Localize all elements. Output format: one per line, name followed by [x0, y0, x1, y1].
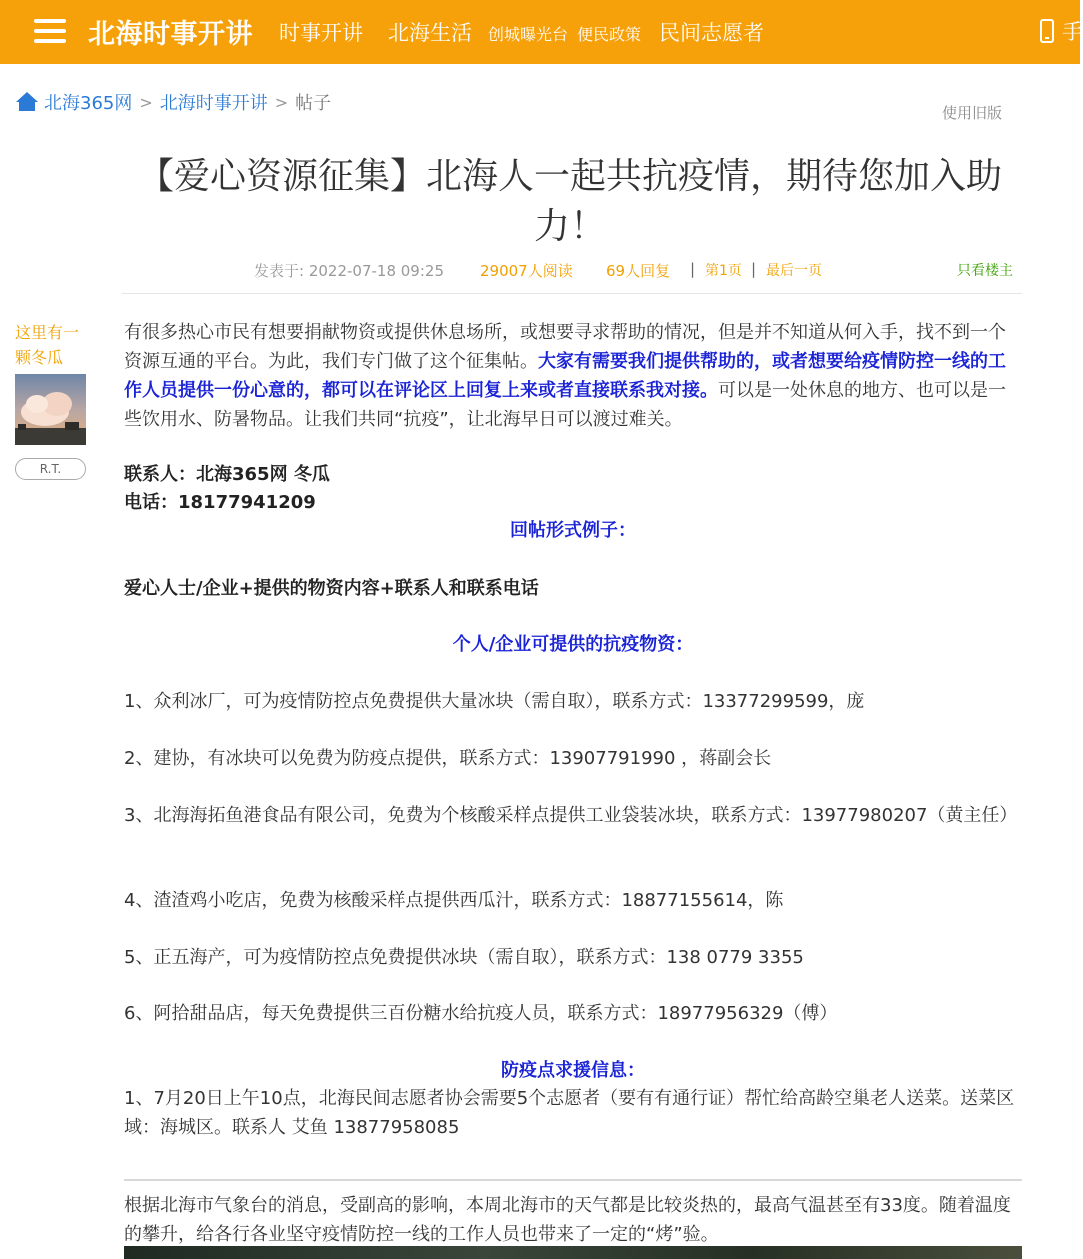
- post-intro: [124, 318, 1022, 434]
- weather-paragraph: 根据北海市气象台的消息，受副高的影响，本周北海市的天气都是比较炎热的，最高气温甚至有33度。随着温度的攀升，给各行各业坚守疫情防控一线的工作人员也带来了一定的“烤”验。: [124, 1195, 1011, 1245]
- content-photo: [124, 1246, 1022, 1259]
- reply-format: 爱心人士/企业+提供的物资内容+联系人和联系电话: [124, 578, 539, 599]
- reply-count[interactable]: 69人回复: [606, 262, 671, 280]
- meta-divider-line: [122, 293, 1022, 294]
- owner-only-link[interactable]: 只看楼主: [957, 263, 1013, 279]
- mobile-label: 手: [1062, 20, 1083, 44]
- supply-item: 4、渣渣鸡小吃店，免费为核酸采样点提供西瓜汁，联系方式：18877155614，陈: [124, 890, 784, 911]
- nav-item-current-affairs[interactable]: 时事开讲: [279, 21, 363, 45]
- last-page-link[interactable]: 最后一页: [766, 263, 822, 279]
- read-count: 29007人阅读: [480, 262, 573, 280]
- post-title: 【爱心资源征集】北海人一起共抗疫情，期待您加入助力！: [137, 156, 1002, 247]
- supply-item: 5、正五海产，可为疫情防控点免费提供冰块（需自取），联系方式：138 0779 3355: [124, 947, 804, 968]
- breadcrumb-separator: >: [274, 92, 289, 112]
- phone-icon: [1040, 19, 1054, 43]
- home-icon[interactable]: [16, 92, 38, 112]
- help-item: 1、7月20日上午10点，北海民间志愿者协会需要5个志愿者（要有有通行证）帮忙给高龄空巢老人送菜。送菜区域：海城区。联系人 艾鱼 13877958085: [124, 1088, 1015, 1138]
- first-page-link[interactable]: 第1页: [705, 263, 742, 279]
- nav-item-policy[interactable]: 便民政策: [577, 25, 642, 44]
- breadcrumb: [16, 89, 331, 115]
- author-name[interactable]: 这里有一颗冬瓜: [15, 323, 80, 367]
- contact-phone: 电话：18177941209: [124, 492, 316, 513]
- author-badge: R.T.: [15, 458, 86, 480]
- supplies-heading: 个人/企业可提供的抗疫物资：: [452, 634, 694, 655]
- breadcrumb-separator: >: [139, 92, 153, 112]
- reply-format-heading: 回帖形式例子：: [510, 520, 636, 541]
- supply-item: 6、阿拾甜品店，每天免费提供三百份糖水给抗疫人员，联系方式：18977956329（傅）: [124, 1003, 838, 1024]
- mobile-version-link[interactable]: [1040, 16, 1083, 46]
- supply-item: 3、北海海拓鱼港食品有限公司，免费为个核酸采样点提供工业袋装冰块，联系方式：13977980207（黄主任）: [124, 805, 1018, 826]
- nav-item-life[interactable]: 北海生活: [388, 21, 472, 45]
- help-heading: 防疫点求援信息：: [501, 1060, 645, 1081]
- intro-highlight: 大家有需要我们提供帮助的，或者想要给疫情防控一线的工作人员提供一份心意的，都可以在评论区上回复上来或者直接联系我对接。: [124, 351, 1006, 401]
- intro-text: 有很多热心市民有想要捐献物资或提供休息场所，或想要寻求帮助的情况，但是并不知道从何入手，找不到一个资源互通的平台。为此，我们专门做了这个征集帖。: [124, 322, 1006, 372]
- breadcrumb-site[interactable]: 北海365网: [44, 93, 133, 114]
- meta-divider: |: [690, 260, 696, 278]
- top-nav-bar: [0, 0, 1083, 64]
- section-divider: [124, 1179, 1022, 1181]
- post-date: 发表于: 2022-07-18 09:25: [254, 262, 444, 280]
- nav-item-volunteers[interactable]: 民间志愿者: [659, 21, 764, 45]
- meta-divider: |: [751, 260, 757, 278]
- intro-text: 可以是一处休息的地方、也可以是一些饮用水、防暑物品。让我们共同“抗疫”，让北海早日可以渡过难关。: [124, 380, 1006, 430]
- supply-item: 2、建协，有冰块可以免费为防疫点提供，联系方式：13907791990 ，蒋副会长: [124, 748, 772, 769]
- old-version-link[interactable]: 使用旧版: [942, 104, 1003, 122]
- breadcrumb-forum[interactable]: 北海时事开讲: [159, 93, 268, 114]
- supply-item: 1、众利冰厂，可为疫情防控点免费提供大量冰块（需自取），联系方式：13377299599，庞: [124, 691, 865, 712]
- nav-item-exposure[interactable]: 创城曝光台: [488, 25, 569, 44]
- site-brand[interactable]: 北海时事开讲: [88, 19, 253, 50]
- author-avatar[interactable]: [15, 374, 86, 445]
- breadcrumb-current: 帖子: [295, 93, 332, 114]
- menu-icon[interactable]: [34, 17, 66, 45]
- contact-person: 联系人：北海365网 冬瓜: [124, 464, 330, 485]
